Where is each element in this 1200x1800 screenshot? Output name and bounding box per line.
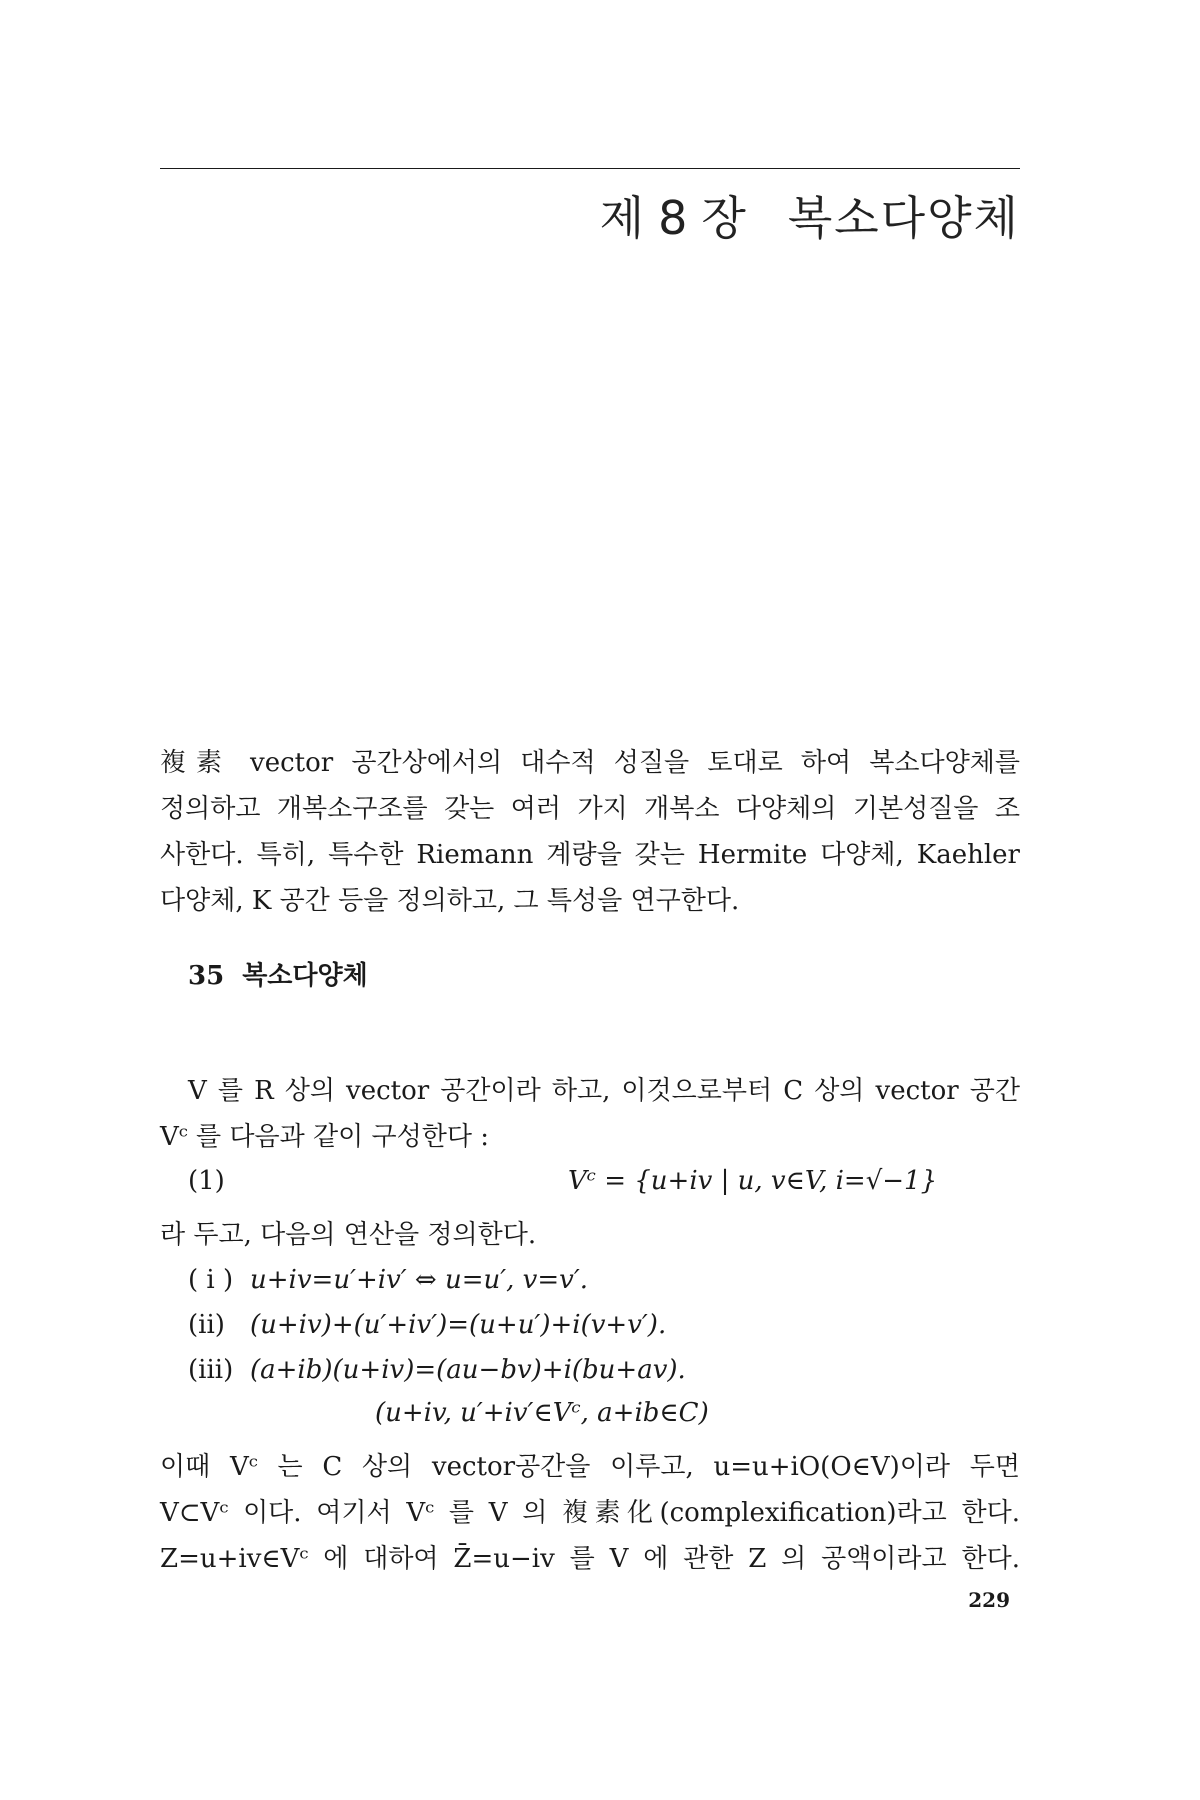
intro-line: 다양체, K 공간 등을 정의하고, 그 특성을 연구한다.	[160, 886, 740, 916]
operation-item	[188, 1310, 666, 1340]
condition-formula: (u+iv, u′+iv′∈Vᶜ, a+ib∈C)	[375, 1398, 709, 1428]
chapter-prefix: 제	[599, 191, 647, 245]
paragraph-line: 이때 Vᶜ 는 C 상의 vector공간을 이루고, u=u+iO(O∈V)이라 두면	[160, 1452, 1020, 1482]
intro-line: 사한다. 특히, 특수한 Riemann 계량을 갖는 Hermite 다양체, Kaehler	[160, 840, 1020, 870]
operation-formula: (a+ib)(u+iv)=(au−bv)+i(bu+av).	[250, 1355, 686, 1385]
operation-label: (iii)	[188, 1355, 234, 1385]
chapter-intro	[160, 740, 1020, 924]
paragraph-complexification	[160, 1444, 1020, 1582]
operation-label: (ii)	[188, 1310, 225, 1340]
chapter-title	[600, 182, 1020, 248]
paragraph-operations-intro	[160, 1212, 1020, 1258]
intro-line: 정의하고 개복소구조를 갖는 여러 가지 개복소 다양체의 기본성질을 조	[160, 794, 1020, 824]
paragraph-line: 라 두고, 다음의 연산을 정의한다.	[160, 1220, 537, 1250]
chapter-name: 복소다양체	[787, 191, 1020, 245]
paragraph-line: V 를 R 상의 vector 공간이라 하고, 이것으로부터 C 상의 vector 공간	[188, 1076, 1020, 1106]
equation-label: (1)	[188, 1166, 225, 1196]
equation-formula: Vᶜ = {u+iv | u, v∈V, i=√−1}	[568, 1166, 938, 1196]
operation-condition	[375, 1398, 709, 1428]
paragraph-line: Vᶜ 를 다음과 같이 구성한다 :	[160, 1122, 490, 1152]
paragraph-line: V⊂Vᶜ 이다. 여기서 Vᶜ 를 V 의 複素化(complexification)라고 한다.	[160, 1498, 1020, 1528]
operation-item	[188, 1265, 588, 1295]
operation-formula: u+iv=u′+iv′ ⇔ u=u′, v=v′.	[250, 1265, 589, 1295]
section-number: 35	[188, 961, 225, 991]
operation-item	[188, 1355, 686, 1385]
chapter-suffix: 장	[701, 191, 748, 245]
operation-label: ( i )	[188, 1265, 234, 1295]
chapter-number: 8	[658, 191, 690, 245]
header-rule	[160, 168, 1020, 169]
page-number: 229	[968, 1588, 1010, 1612]
section-heading	[188, 955, 368, 992]
intro-line: 複素 vector 공간상에서의 대수적 성질을 토대로 하여 복소다양체를	[160, 748, 1020, 778]
book-page	[160, 0, 1020, 1800]
section-title: 복소다양체	[242, 961, 368, 991]
equation-1	[188, 1166, 1020, 1196]
operation-formula: (u+iv)+(u′+iv′)=(u+u′)+i(v+v′).	[250, 1310, 667, 1340]
paragraph-definition	[160, 1068, 1020, 1160]
paragraph-line: Z=u+iv∈Vᶜ 에 대하여 Z̄=u−iv 를 V 에 관한 Z 의 공액이라고 한다.	[160, 1544, 1020, 1574]
